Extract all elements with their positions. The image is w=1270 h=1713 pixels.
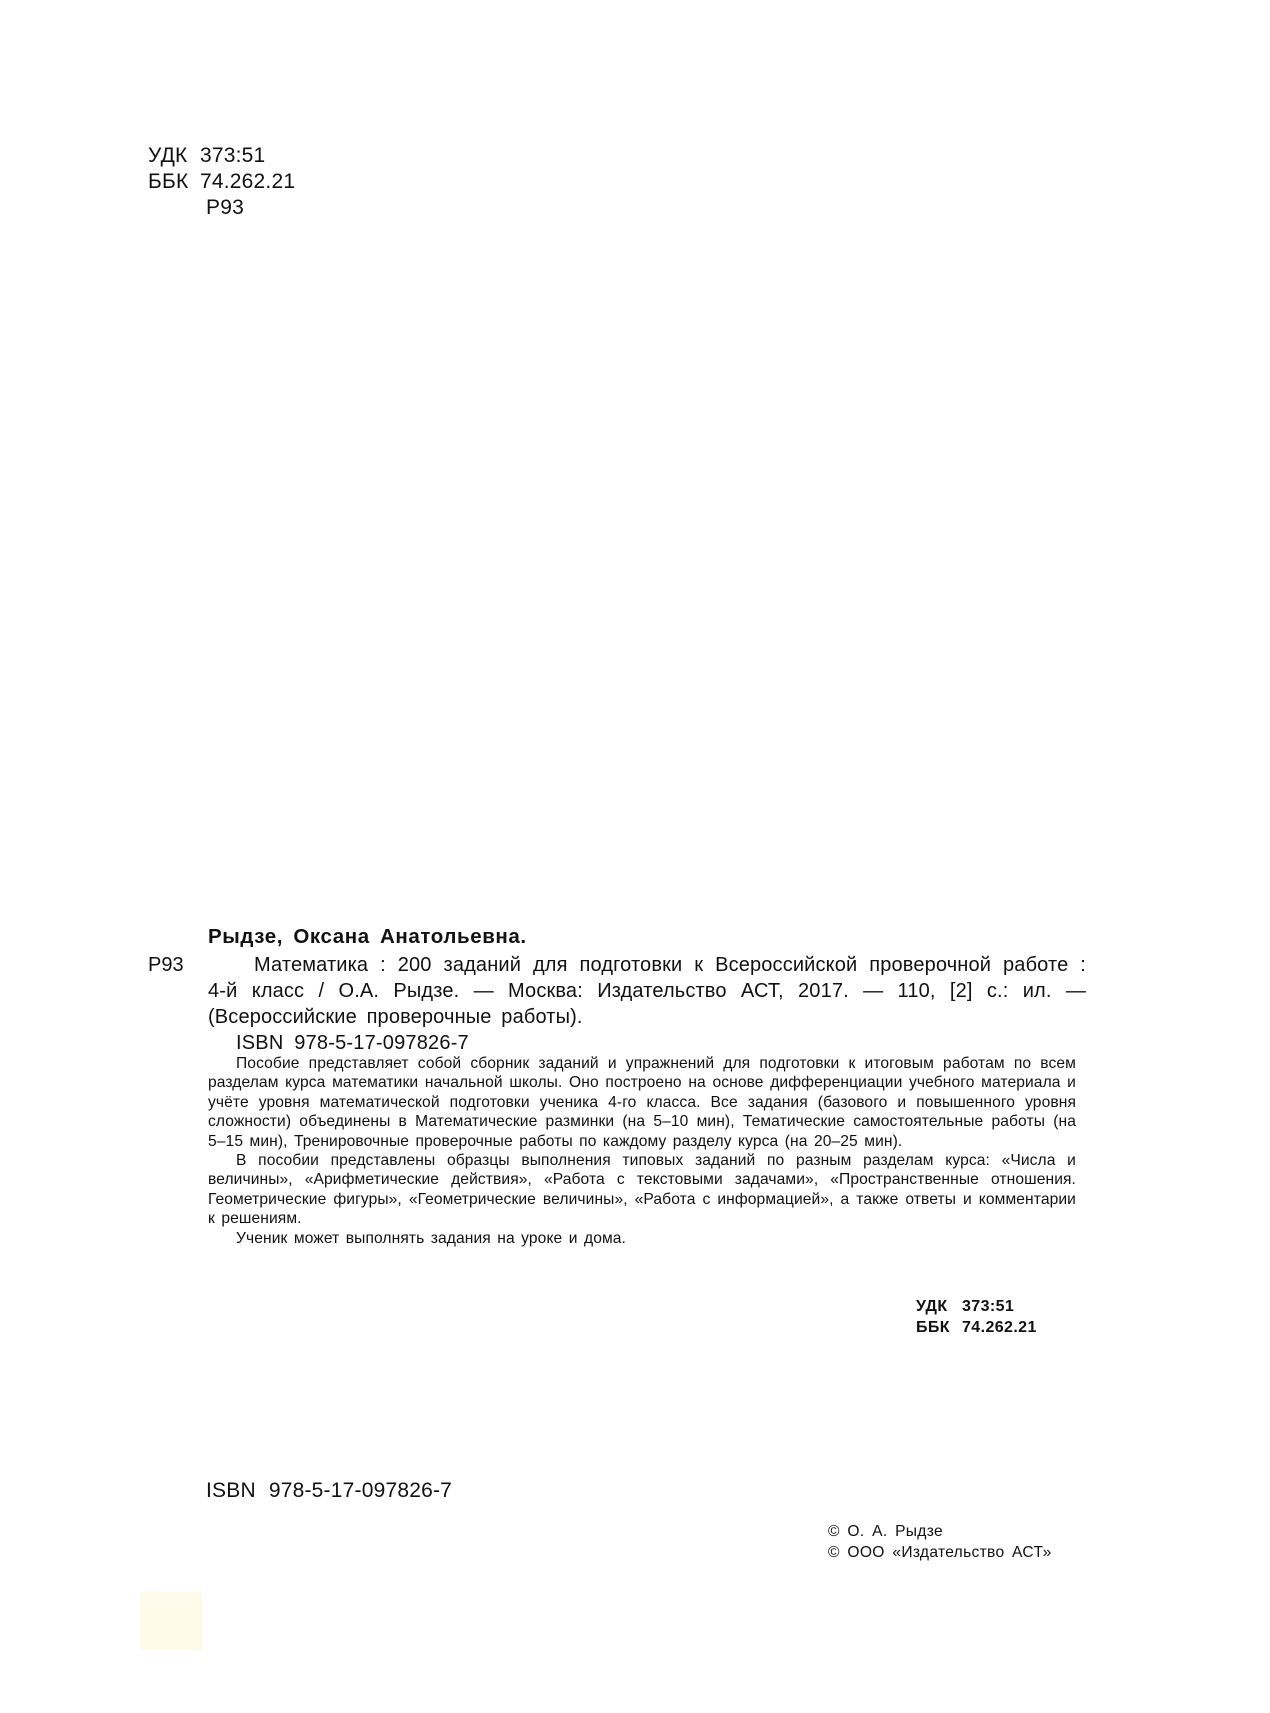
classification-bottom bbox=[916, 1296, 1037, 1338]
udk-label: УДК bbox=[916, 1298, 948, 1315]
udk-value: 373:51 bbox=[962, 1298, 1015, 1315]
isbn-bottom: ISBN 978-5-17-097826-7 bbox=[206, 1479, 453, 1502]
abstract-paragraph: Ученик может выполнять задания на уроке и дома. bbox=[236, 1229, 626, 1247]
copyright-author: © О. А. Рыдзе bbox=[828, 1523, 943, 1540]
record-author: Рыдзе, Оксана Анатольевна. bbox=[208, 925, 527, 948]
bbk-value: 74.262.21 bbox=[200, 170, 296, 193]
record-description-block bbox=[148, 952, 1086, 1030]
abstract-paragraph: Пособие представляет собой сборник заданий и упражнений для подготовки к итоговым работам по всем разделам курса математики начальной школы. Оно построено на основе дифференциации учебного материала и учёте уровня математической подготовки ученика 4-го класса. Все задания (базового и повышенного уровня сложности) объединены в Математические разминки (на 5–10 мин), Тематические самостоятельные работы (на 5–15 мин), Тренировочные проверочные работы по каждому разделу курса (на 20–25 мин). bbox=[208, 1055, 1076, 1150]
bbk-row bbox=[148, 169, 295, 195]
bbk-label: ББК bbox=[916, 1319, 950, 1336]
abstract-paragraph: В пособии представлены образцы выполнения типовых заданий по разным разделам курса: «Числа и величины», «Арифметические действия», «Работа с текстовыми задачами», «Пространственные отношения. Геометрические фигуры», «Геометрические величины», «Работа с информацией», а также ответы и комментарии к решениям. bbox=[208, 1152, 1076, 1228]
bbk-row bbox=[916, 1317, 1037, 1338]
copyright-block bbox=[828, 1521, 1052, 1563]
udk-value: 373:51 bbox=[200, 144, 266, 167]
record-isbn: ISBN 978-5-17-097826-7 bbox=[236, 1032, 469, 1054]
record-cutter-code: Р93 bbox=[148, 954, 184, 976]
udk-row bbox=[916, 1296, 1037, 1317]
bibliographic-record bbox=[148, 924, 1086, 1056]
abstract bbox=[208, 1054, 1076, 1248]
classification-top bbox=[148, 143, 295, 221]
cutter-code-top: Р93 bbox=[206, 196, 244, 219]
udk-row bbox=[148, 143, 295, 169]
copyright-publisher: © ООО «Издательство АСТ» bbox=[828, 1544, 1052, 1561]
bbk-value: 74.262.21 bbox=[962, 1319, 1037, 1336]
corner-mark bbox=[140, 1592, 202, 1650]
bbk-label: ББК bbox=[148, 170, 189, 193]
record-description: Математика : 200 заданий для подготовки к Всероссийской проверочной работе : 4-й класс / О.А. Рыдзе. — Москва: Издательство АСТ, 2017. — 110, [2] с.: ил. — (Всероссийские проверочные работы). bbox=[208, 954, 1086, 1028]
udk-label: УДК bbox=[148, 144, 188, 167]
